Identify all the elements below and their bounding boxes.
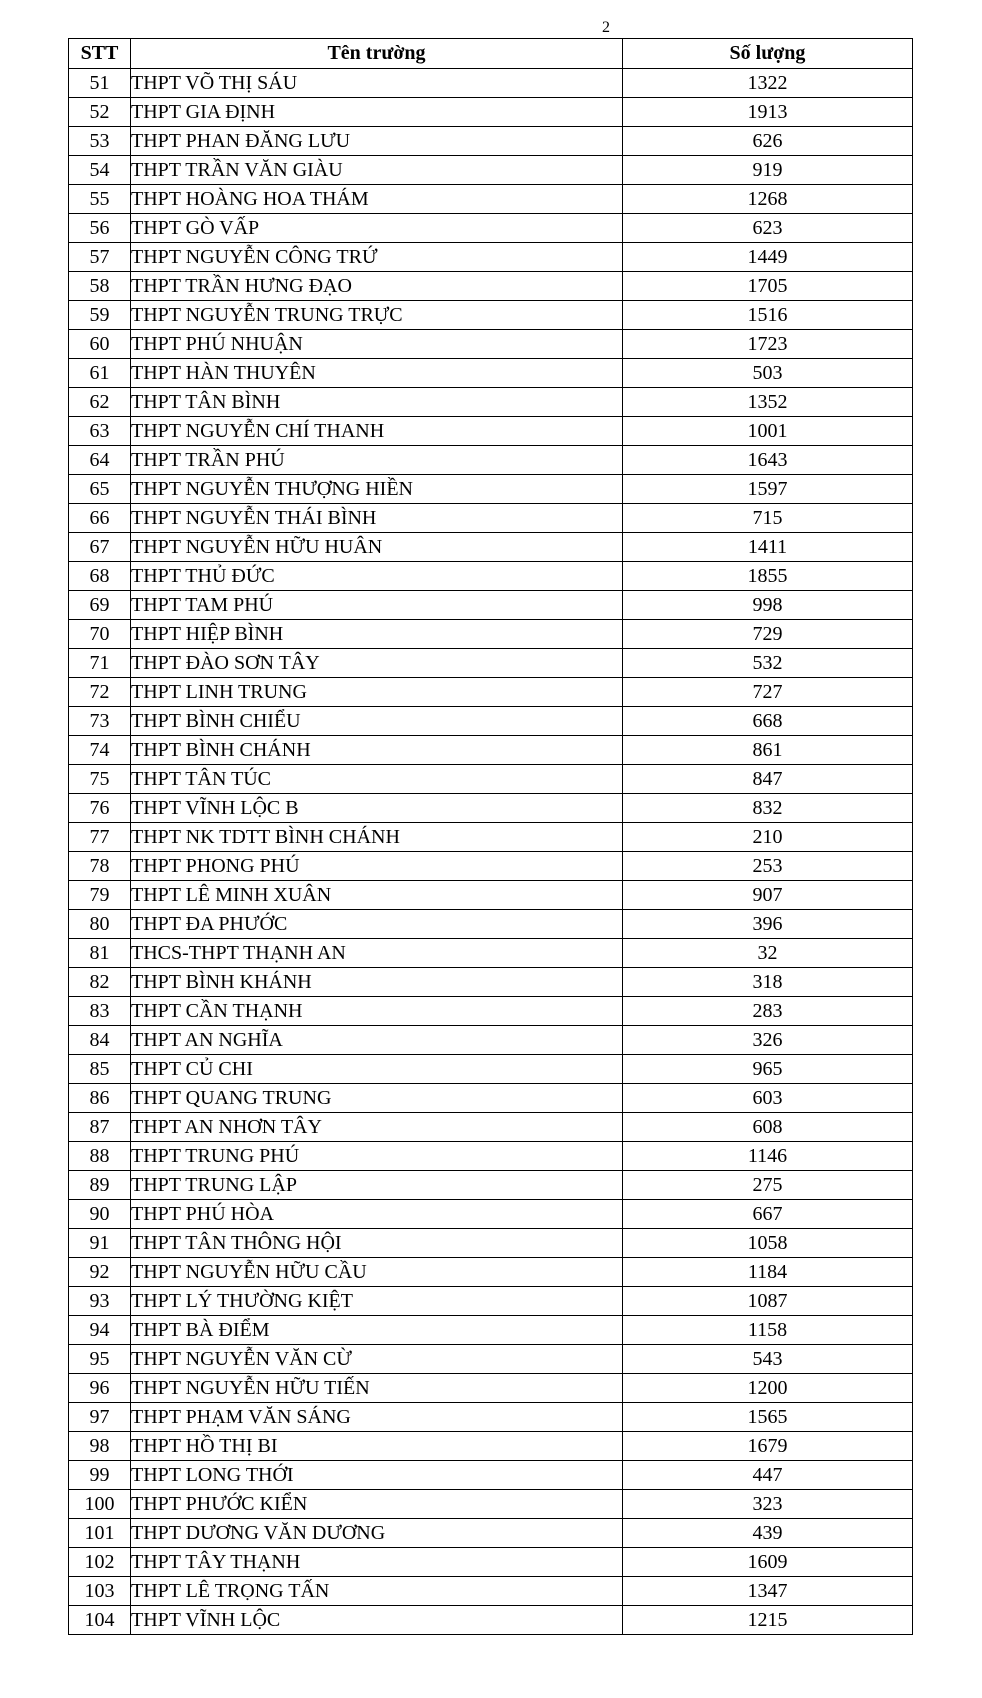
row-quantity: 729 bbox=[623, 620, 913, 649]
row-stt: 96 bbox=[69, 1374, 131, 1403]
row-quantity: 847 bbox=[623, 765, 913, 794]
table-row bbox=[69, 852, 913, 881]
row-stt: 99 bbox=[69, 1461, 131, 1490]
row-quantity: 1322 bbox=[623, 69, 913, 98]
row-quantity: 1609 bbox=[623, 1548, 913, 1577]
row-quantity: 1352 bbox=[623, 388, 913, 417]
row-quantity: 543 bbox=[623, 1345, 913, 1374]
row-stt: 80 bbox=[69, 910, 131, 939]
row-stt: 59 bbox=[69, 301, 131, 330]
row-stt: 64 bbox=[69, 446, 131, 475]
row-stt: 75 bbox=[69, 765, 131, 794]
row-stt: 92 bbox=[69, 1258, 131, 1287]
row-stt: 103 bbox=[69, 1577, 131, 1606]
table-row bbox=[69, 1258, 913, 1287]
row-school-name: THPT LONG THỚI bbox=[131, 1461, 623, 1490]
row-stt: 56 bbox=[69, 214, 131, 243]
row-school-name: THPT NGUYỄN VĂN CỪ bbox=[131, 1345, 623, 1374]
row-quantity: 668 bbox=[623, 707, 913, 736]
row-quantity: 1643 bbox=[623, 446, 913, 475]
table-row bbox=[69, 1113, 913, 1142]
row-stt: 51 bbox=[69, 69, 131, 98]
row-stt: 100 bbox=[69, 1490, 131, 1519]
row-quantity: 318 bbox=[623, 968, 913, 997]
row-quantity: 326 bbox=[623, 1026, 913, 1055]
row-quantity: 1146 bbox=[623, 1142, 913, 1171]
row-quantity: 1705 bbox=[623, 272, 913, 301]
row-stt: 104 bbox=[69, 1606, 131, 1635]
row-stt: 70 bbox=[69, 620, 131, 649]
row-quantity: 1268 bbox=[623, 185, 913, 214]
table-row bbox=[69, 649, 913, 678]
table-row bbox=[69, 562, 913, 591]
row-quantity: 1215 bbox=[623, 1606, 913, 1635]
row-school-name: THPT PHONG PHÚ bbox=[131, 852, 623, 881]
row-school-name: THPT ĐA PHƯỚC bbox=[131, 910, 623, 939]
table-row bbox=[69, 1606, 913, 1635]
page-number: 2 bbox=[602, 19, 610, 36]
row-quantity: 283 bbox=[623, 997, 913, 1026]
table-row bbox=[69, 1200, 913, 1229]
row-stt: 95 bbox=[69, 1345, 131, 1374]
row-stt: 52 bbox=[69, 98, 131, 127]
row-quantity: 861 bbox=[623, 736, 913, 765]
row-school-name: THPT TRUNG PHÚ bbox=[131, 1142, 623, 1171]
row-stt: 82 bbox=[69, 968, 131, 997]
row-quantity: 275 bbox=[623, 1171, 913, 1200]
row-quantity: 623 bbox=[623, 214, 913, 243]
row-school-name: THPT PHẠM VĂN SÁNG bbox=[131, 1403, 623, 1432]
row-school-name: THPT LÝ THƯỜNG KIỆT bbox=[131, 1287, 623, 1316]
row-quantity: 447 bbox=[623, 1461, 913, 1490]
row-stt: 71 bbox=[69, 649, 131, 678]
row-school-name: THPT HOÀNG HOA THÁM bbox=[131, 185, 623, 214]
row-stt: 91 bbox=[69, 1229, 131, 1258]
row-quantity: 210 bbox=[623, 823, 913, 852]
row-school-name: THPT BÌNH CHÁNH bbox=[131, 736, 623, 765]
row-school-name: THPT TAM PHÚ bbox=[131, 591, 623, 620]
row-quantity: 1597 bbox=[623, 475, 913, 504]
row-stt: 84 bbox=[69, 1026, 131, 1055]
table-row bbox=[69, 1229, 913, 1258]
row-school-name: THPT GÒ VẤP bbox=[131, 214, 623, 243]
row-quantity: 667 bbox=[623, 1200, 913, 1229]
table-row bbox=[69, 1026, 913, 1055]
table-row bbox=[69, 98, 913, 127]
row-stt: 57 bbox=[69, 243, 131, 272]
table-row bbox=[69, 707, 913, 736]
table-row bbox=[69, 156, 913, 185]
row-quantity: 603 bbox=[623, 1084, 913, 1113]
row-quantity: 396 bbox=[623, 910, 913, 939]
row-school-name: THPT HỒ THỊ BI bbox=[131, 1432, 623, 1461]
row-school-name: THPT NGUYỄN HỮU CẦU bbox=[131, 1258, 623, 1287]
row-stt: 60 bbox=[69, 330, 131, 359]
table-row bbox=[69, 1432, 913, 1461]
row-stt: 73 bbox=[69, 707, 131, 736]
table-row bbox=[69, 69, 913, 98]
table-row bbox=[69, 1490, 913, 1519]
table-row bbox=[69, 997, 913, 1026]
row-quantity: 253 bbox=[623, 852, 913, 881]
row-school-name: THPT VĨNH LỘC B bbox=[131, 794, 623, 823]
table-row bbox=[69, 794, 913, 823]
table-row bbox=[69, 1345, 913, 1374]
row-school-name: THPT PHÚ NHUẬN bbox=[131, 330, 623, 359]
row-quantity: 727 bbox=[623, 678, 913, 707]
table-row bbox=[69, 1461, 913, 1490]
table-row bbox=[69, 1316, 913, 1345]
row-quantity: 832 bbox=[623, 794, 913, 823]
row-stt: 97 bbox=[69, 1403, 131, 1432]
row-school-name: THPT LÊ TRỌNG TẤN bbox=[131, 1577, 623, 1606]
row-stt: 55 bbox=[69, 185, 131, 214]
row-stt: 76 bbox=[69, 794, 131, 823]
row-school-name: THPT TÂN TÚC bbox=[131, 765, 623, 794]
row-stt: 79 bbox=[69, 881, 131, 910]
row-quantity: 1411 bbox=[623, 533, 913, 562]
row-school-name: THPT NGUYỄN THÁI BÌNH bbox=[131, 504, 623, 533]
row-stt: 66 bbox=[69, 504, 131, 533]
row-school-name: THPT BÌNH CHIỂU bbox=[131, 707, 623, 736]
table-row bbox=[69, 765, 913, 794]
table-row bbox=[69, 1142, 913, 1171]
header-stt: STT bbox=[69, 39, 131, 69]
table-row bbox=[69, 736, 913, 765]
table-row bbox=[69, 272, 913, 301]
row-school-name: THPT TRẦN PHÚ bbox=[131, 446, 623, 475]
row-school-name: THPT VĨNH LỘC bbox=[131, 1606, 623, 1635]
row-school-name: THPT NGUYỄN THƯỢNG HIỀN bbox=[131, 475, 623, 504]
row-school-name: THPT LINH TRUNG bbox=[131, 678, 623, 707]
table-row bbox=[69, 417, 913, 446]
table-row bbox=[69, 359, 913, 388]
table-row bbox=[69, 475, 913, 504]
table-row bbox=[69, 1548, 913, 1577]
header-row bbox=[69, 39, 913, 69]
row-stt: 74 bbox=[69, 736, 131, 765]
row-quantity: 919 bbox=[623, 156, 913, 185]
row-school-name: THPT AN NGHĨA bbox=[131, 1026, 623, 1055]
row-school-name: THPT HIỆP BÌNH bbox=[131, 620, 623, 649]
row-quantity: 907 bbox=[623, 881, 913, 910]
table-row bbox=[69, 185, 913, 214]
table-row bbox=[69, 1403, 913, 1432]
row-school-name: THPT TÂN BÌNH bbox=[131, 388, 623, 417]
row-stt: 78 bbox=[69, 852, 131, 881]
row-school-name: THPT VÕ THỊ SÁU bbox=[131, 69, 623, 98]
table-row bbox=[69, 881, 913, 910]
row-stt: 102 bbox=[69, 1548, 131, 1577]
row-quantity: 1184 bbox=[623, 1258, 913, 1287]
table-row bbox=[69, 1287, 913, 1316]
row-quantity: 1913 bbox=[623, 98, 913, 127]
row-stt: 67 bbox=[69, 533, 131, 562]
row-school-name: THPT PHAN ĐĂNG LƯU bbox=[131, 127, 623, 156]
row-school-name: THPT TRẦN VĂN GIÀU bbox=[131, 156, 623, 185]
table-body bbox=[69, 69, 913, 1635]
row-quantity: 998 bbox=[623, 591, 913, 620]
row-quantity: 1200 bbox=[623, 1374, 913, 1403]
row-school-name: THPT NGUYỄN TRUNG TRỰC bbox=[131, 301, 623, 330]
table-row bbox=[69, 388, 913, 417]
row-quantity: 1855 bbox=[623, 562, 913, 591]
row-school-name: THPT NGUYỄN HỮU TIẾN bbox=[131, 1374, 623, 1403]
table-row bbox=[69, 1084, 913, 1113]
row-quantity: 32 bbox=[623, 939, 913, 968]
row-stt: 81 bbox=[69, 939, 131, 968]
row-stt: 94 bbox=[69, 1316, 131, 1345]
row-quantity: 323 bbox=[623, 1490, 913, 1519]
row-quantity: 1347 bbox=[623, 1577, 913, 1606]
table-row bbox=[69, 330, 913, 359]
row-school-name: THPT BÌNH KHÁNH bbox=[131, 968, 623, 997]
row-stt: 88 bbox=[69, 1142, 131, 1171]
row-quantity: 532 bbox=[623, 649, 913, 678]
row-stt: 63 bbox=[69, 417, 131, 446]
row-school-name: THPT PHÚ HÒA bbox=[131, 1200, 623, 1229]
table-row bbox=[69, 939, 913, 968]
row-quantity: 965 bbox=[623, 1055, 913, 1084]
row-stt: 54 bbox=[69, 156, 131, 185]
row-stt: 62 bbox=[69, 388, 131, 417]
row-school-name: THPT DƯƠNG VĂN DƯƠNG bbox=[131, 1519, 623, 1548]
row-quantity: 1516 bbox=[623, 301, 913, 330]
table-row bbox=[69, 1577, 913, 1606]
row-school-name: THPT TÂN THÔNG HỘI bbox=[131, 1229, 623, 1258]
table-row bbox=[69, 678, 913, 707]
row-school-name: THPT AN NHƠN TÂY bbox=[131, 1113, 623, 1142]
row-school-name: THPT BÀ ĐIỂM bbox=[131, 1316, 623, 1345]
row-stt: 65 bbox=[69, 475, 131, 504]
row-stt: 85 bbox=[69, 1055, 131, 1084]
row-stt: 53 bbox=[69, 127, 131, 156]
row-quantity: 439 bbox=[623, 1519, 913, 1548]
table-row bbox=[69, 533, 913, 562]
row-stt: 86 bbox=[69, 1084, 131, 1113]
row-school-name: THPT NGUYỄN CÔNG TRỨ bbox=[131, 243, 623, 272]
row-quantity: 608 bbox=[623, 1113, 913, 1142]
row-quantity: 1565 bbox=[623, 1403, 913, 1432]
table-row bbox=[69, 1055, 913, 1084]
table-row bbox=[69, 968, 913, 997]
row-stt: 101 bbox=[69, 1519, 131, 1548]
row-school-name: THPT GIA ĐỊNH bbox=[131, 98, 623, 127]
row-stt: 83 bbox=[69, 997, 131, 1026]
row-school-name: THPT QUANG TRUNG bbox=[131, 1084, 623, 1113]
row-school-name: THPT PHƯỚC KIỂN bbox=[131, 1490, 623, 1519]
table-row bbox=[69, 823, 913, 852]
row-school-name: THPT LÊ MINH XUÂN bbox=[131, 881, 623, 910]
row-school-name: THCS-THPT THẠNH AN bbox=[131, 939, 623, 968]
table-row bbox=[69, 591, 913, 620]
row-school-name: THPT CẦN THẠNH bbox=[131, 997, 623, 1026]
row-school-name: THPT NGUYỄN CHÍ THANH bbox=[131, 417, 623, 446]
row-quantity: 1723 bbox=[623, 330, 913, 359]
row-quantity: 1001 bbox=[623, 417, 913, 446]
header-quantity: Số lượng bbox=[623, 39, 913, 69]
row-quantity: 1679 bbox=[623, 1432, 913, 1461]
table-row bbox=[69, 1519, 913, 1548]
header-school-name: Tên trường bbox=[131, 39, 623, 69]
row-stt: 61 bbox=[69, 359, 131, 388]
row-school-name: THPT THỦ ĐỨC bbox=[131, 562, 623, 591]
row-stt: 68 bbox=[69, 562, 131, 591]
row-school-name: THPT NGUYỄN HỮU HUÂN bbox=[131, 533, 623, 562]
row-stt: 90 bbox=[69, 1200, 131, 1229]
row-school-name: THPT TRUNG LẬP bbox=[131, 1171, 623, 1200]
row-stt: 93 bbox=[69, 1287, 131, 1316]
row-school-name: THPT NK TDTT BÌNH CHÁNH bbox=[131, 823, 623, 852]
row-school-name: THPT TRẦN HƯNG ĐẠO bbox=[131, 272, 623, 301]
row-quantity: 1058 bbox=[623, 1229, 913, 1258]
row-quantity: 626 bbox=[623, 127, 913, 156]
row-quantity: 1449 bbox=[623, 243, 913, 272]
schools-table bbox=[68, 38, 913, 1635]
row-quantity: 1087 bbox=[623, 1287, 913, 1316]
table-row bbox=[69, 301, 913, 330]
row-stt: 72 bbox=[69, 678, 131, 707]
row-stt: 87 bbox=[69, 1113, 131, 1142]
row-school-name: THPT HÀN THUYÊN bbox=[131, 359, 623, 388]
row-school-name: THPT ĐÀO SƠN TÂY bbox=[131, 649, 623, 678]
row-stt: 89 bbox=[69, 1171, 131, 1200]
row-quantity: 1158 bbox=[623, 1316, 913, 1345]
row-quantity: 503 bbox=[623, 359, 913, 388]
table-row bbox=[69, 504, 913, 533]
row-stt: 98 bbox=[69, 1432, 131, 1461]
table-row bbox=[69, 1171, 913, 1200]
table-row bbox=[69, 620, 913, 649]
row-school-name: THPT TÂY THẠNH bbox=[131, 1548, 623, 1577]
table-row bbox=[69, 243, 913, 272]
row-stt: 77 bbox=[69, 823, 131, 852]
row-school-name: THPT CỦ CHI bbox=[131, 1055, 623, 1084]
table-row bbox=[69, 446, 913, 475]
row-stt: 58 bbox=[69, 272, 131, 301]
table-row bbox=[69, 127, 913, 156]
row-quantity: 715 bbox=[623, 504, 913, 533]
table-row bbox=[69, 1374, 913, 1403]
table-row bbox=[69, 910, 913, 939]
row-stt: 69 bbox=[69, 591, 131, 620]
table-row bbox=[69, 214, 913, 243]
